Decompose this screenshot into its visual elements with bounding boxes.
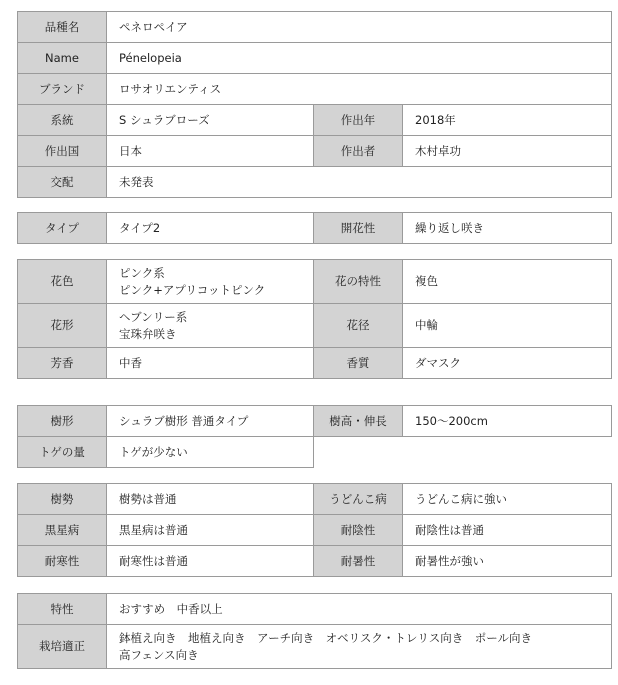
table-row: [18, 484, 612, 515]
variety-value: ペネロペイア: [107, 12, 612, 43]
flower-size-value: 中輪: [403, 304, 612, 348]
bloom-value: 繰り返し咲き: [403, 213, 612, 244]
table-row: [18, 43, 612, 74]
lineage-value: S シュラブローズ: [107, 105, 314, 136]
table-row: [18, 515, 612, 546]
table-row: [18, 625, 612, 669]
cross-label: 交配: [18, 167, 107, 198]
table-row: [18, 12, 612, 43]
cold-label: 耐寒性: [18, 546, 107, 577]
scent-label: 芳香: [18, 348, 107, 379]
table-row: [18, 74, 612, 105]
tree-table: [17, 405, 612, 468]
year-value: 2018年: [403, 105, 612, 136]
flower-size-label: 花径: [314, 304, 403, 348]
table-row: [18, 260, 612, 304]
brand-value: ロサオリエンティス: [107, 74, 612, 105]
trait-label: 特性: [18, 594, 107, 625]
brand-label: ブランド: [18, 74, 107, 105]
shade-label: 耐陰性: [314, 515, 403, 546]
flower-shape-value: [107, 304, 314, 348]
table-row: [18, 136, 612, 167]
blackspot-label: 黒星病: [18, 515, 107, 546]
trait-value: おすすめ 中香以上: [107, 594, 612, 625]
basic-info-table: [17, 11, 612, 198]
breeder-label: 作出者: [314, 136, 403, 167]
vigor-label: 樹勢: [18, 484, 107, 515]
type-value: タイプ2: [107, 213, 314, 244]
table-row: [18, 594, 612, 625]
country-label: 作出国: [18, 136, 107, 167]
suitability-value: [107, 625, 612, 669]
table-row: [18, 167, 612, 198]
tree-form-label: 樹形: [18, 406, 107, 437]
empty-cell: [314, 437, 612, 468]
table-row: [18, 213, 612, 244]
lineage-label: 系統: [18, 105, 107, 136]
variety-label: 品種名: [18, 12, 107, 43]
scent-type-label: 香質: [314, 348, 403, 379]
shade-value: 耐陰性は普通: [403, 515, 612, 546]
scent-type-value: ダマスク: [403, 348, 612, 379]
table-row: [18, 105, 612, 136]
flower-shape-line: 宝珠弁咲き: [119, 326, 177, 341]
table-row: [18, 348, 612, 379]
type-label: タイプ: [18, 213, 107, 244]
mildew-value: うどんこ病に強い: [403, 484, 612, 515]
flower-shape-line: ヘブンリー系: [119, 309, 188, 324]
name-value: Pénelopeia: [107, 43, 612, 74]
table-row: [18, 546, 612, 577]
tree-form-value: シュラブ樹形 普通タイプ: [107, 406, 314, 437]
flower-color-value: [107, 260, 314, 304]
tree-height-value: 150〜200cm: [403, 406, 612, 437]
thorn-value: トゲが少ない: [107, 437, 314, 468]
type-table: [17, 212, 612, 244]
breeder-value: 木村卓功: [403, 136, 612, 167]
tree-height-label: 樹高・伸長: [314, 406, 403, 437]
suitability-label: 栽培適正: [18, 625, 107, 669]
table-row: [18, 406, 612, 437]
blackspot-value: 黒星病は普通: [107, 515, 314, 546]
vigor-value: 樹勢は普通: [107, 484, 314, 515]
flower-shape-label: 花形: [18, 304, 107, 348]
cross-value: 未発表: [107, 167, 612, 198]
heat-value: 耐暑性が強い: [403, 546, 612, 577]
suitability-line: 鉢植え向き 地植え向き アーチ向き オベリスク・トレリス向き ポール向き: [119, 630, 532, 645]
traits-table: [17, 593, 612, 669]
flower-color-line: ピンク+アプリコットピンク: [119, 282, 266, 297]
thorn-label: トゲの量: [18, 437, 107, 468]
table-row: [18, 437, 612, 468]
heat-label: 耐暑性: [314, 546, 403, 577]
table-row: [18, 304, 612, 348]
flower-table: [17, 259, 612, 379]
flower-feature-value: 複色: [403, 260, 612, 304]
flower-color-line: ピンク系: [119, 265, 165, 280]
mildew-label: うどんこ病: [314, 484, 403, 515]
name-label: Name: [18, 43, 107, 74]
cold-value: 耐寒性は普通: [107, 546, 314, 577]
scent-value: 中香: [107, 348, 314, 379]
flower-feature-label: 花の特性: [314, 260, 403, 304]
year-label: 作出年: [314, 105, 403, 136]
country-value: 日本: [107, 136, 314, 167]
flower-color-label: 花色: [18, 260, 107, 304]
vigor-table: [17, 483, 612, 577]
bloom-label: 開花性: [314, 213, 403, 244]
suitability-line: 高フェンス向き: [119, 647, 199, 662]
